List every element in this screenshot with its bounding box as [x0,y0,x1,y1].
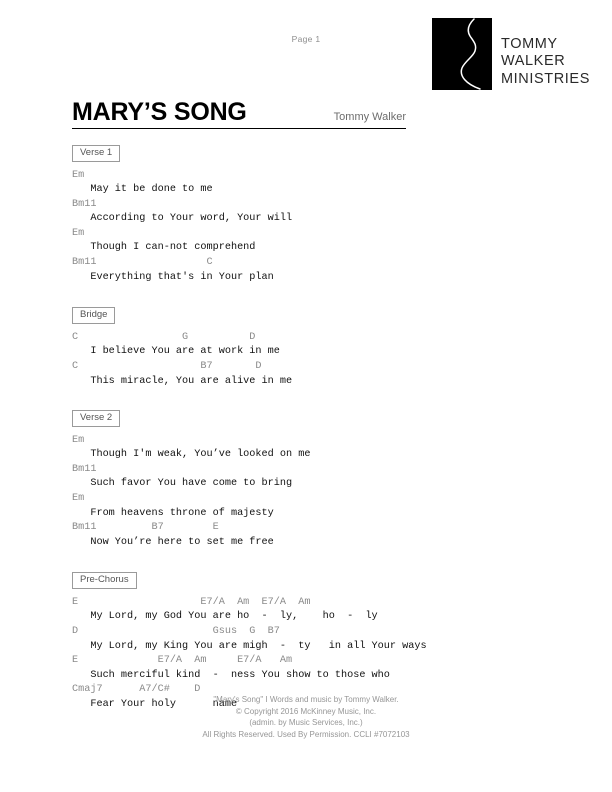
copyright-footer [0,694,612,740]
chord-line: C G D [72,331,256,343]
footer-line-2: © Copyright 2016 McKinney Music, Inc. [235,706,377,716]
lyric-line: Such merciful kind - ness You show to those who [72,669,390,681]
chord-line: E E7/A Am E7/A Am [72,655,293,667]
lyric-line: Now You’re here to set me free [72,536,274,548]
chord-line: Em [72,493,85,504]
section-lines [72,169,542,286]
chord-line: Em [72,434,85,446]
song-section [72,569,542,712]
chord-line: Bm11 B7 E [72,522,219,534]
section-label: Verse 2 [72,410,120,427]
brand-wordmark [501,20,590,87]
brand-line-2: WALKER [501,53,566,70]
chord-line: Bm11 [72,198,97,210]
lyric-line: Fear Your holy name [72,699,238,711]
song-section [72,304,542,389]
chord-line: Em [72,227,85,239]
song-author: Tommy Walker [333,111,406,123]
song-section [72,142,542,285]
footer-line-4: All Rights Reserved. Used By Permission. CCLI #7072103 [202,729,410,739]
brand-line-1: TOMMY [501,36,558,53]
song-section [72,407,542,550]
chord-line: E E7/A Am E7/A Am [72,596,311,608]
lyric-line: According to Your word, Your will [72,213,293,225]
title-row [72,100,406,129]
lyric-line: Everything that's in Your plan [72,271,274,283]
page-number-label: Page 1 [291,34,321,44]
section-label: Bridge [72,307,115,324]
chord-line: Bm11 [72,463,97,475]
lyric-line: From heavens throne of majesty [72,507,274,519]
chord-sheet [72,142,542,713]
brand-line-3: MINISTRIES [501,70,590,87]
footer-line-3: (admin. by Music Services, Inc.) [249,718,363,728]
lyric-line: This miracle, You are alive in me [72,375,293,387]
brand-logo [432,18,590,90]
lyric-line: Such favor You have come to bring [72,478,293,490]
page-title: MARY’S SONG [72,98,247,126]
footer-line-1: "Mary's Song" I Words and music by Tommy Walker. [213,695,399,704]
lyric-line: My Lord, my King You are migh - ty in all Your ways [72,640,427,652]
lyric-line: I believe You are at work in me [72,346,280,358]
chord-line: Bm11 C [72,257,213,269]
section-spacer [72,550,542,569]
lyric-line: My Lord, my God You are ho - ly, ho - ly [72,611,378,623]
chord-line: Em [72,169,85,181]
guitar-silhouette-icon [432,18,492,90]
chord-line: C B7 D [72,360,262,372]
section-label: Verse 1 [72,145,120,162]
chord-line: Cmaj7 A7/C# D [72,684,201,696]
lyric-line: May it be done to me [72,184,213,196]
section-label: Pre-Chorus [72,572,137,589]
lyric-line: Though I can-not comprehend [72,242,256,254]
chord-line: D Gsus G B7 [72,626,280,638]
lyric-line: Though I'm weak, You’ve looked on me [72,449,311,461]
section-spacer [72,389,542,407]
section-lines [72,434,542,551]
section-lines [72,331,542,389]
section-spacer [72,285,542,304]
